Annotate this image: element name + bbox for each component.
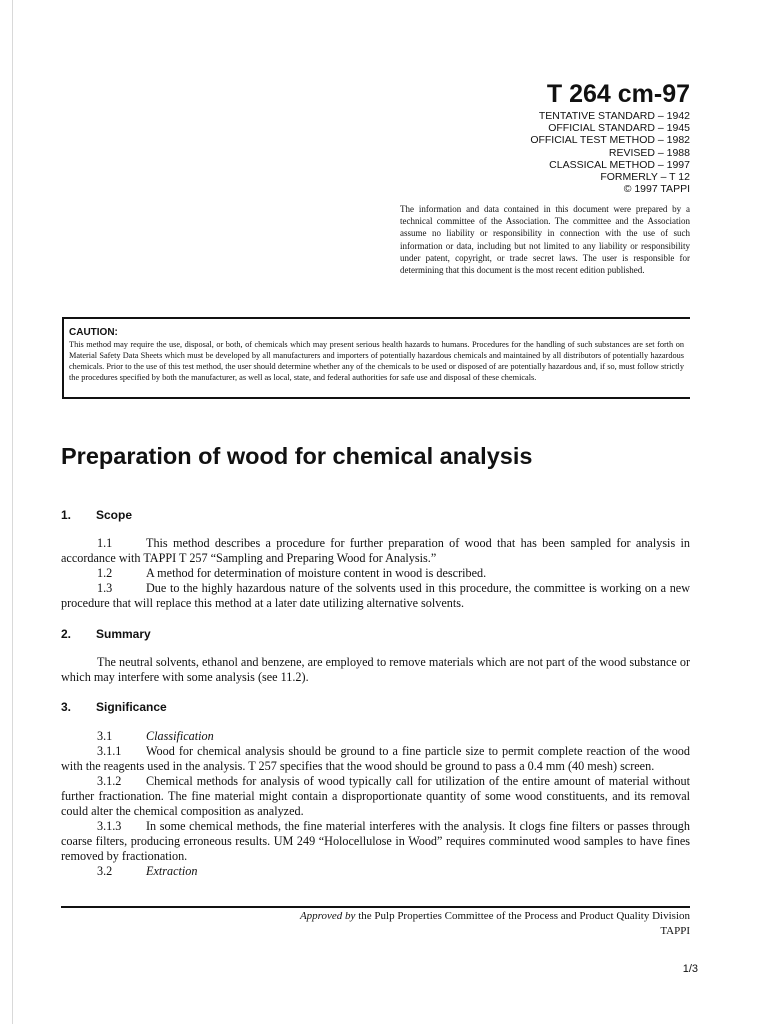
- history-line: FORMERLY – T 12: [600, 171, 690, 184]
- paragraph-3-1-2: [61, 774, 690, 819]
- history-line: TENTATIVE STANDARD – 1942: [538, 110, 690, 122]
- page-edge-line: [12, 0, 13, 1024]
- section-heading-significance: [61, 699, 167, 715]
- section-title: Scope: [96, 508, 133, 522]
- paragraph-text: In some chemical methods, the fine material interferes with the analysis. It clogs fine filters or passes through coarse filters, producing erroneous results. UM 249 “Holocellulose in Wood” requires comminuted wood samples to have fines removed by fractionation.: [61, 819, 690, 863]
- paragraph-text: Due to the highly hazardous nature of the solvents used in this procedure, the committee is working on a new procedure that will replace this method at a later date utilizing alternative solvents.: [61, 581, 690, 610]
- scope-section-body: [61, 536, 690, 611]
- history-line: OFFICIAL TEST METHOD – 1982: [530, 134, 690, 147]
- section-heading-scope: [61, 507, 132, 523]
- paragraph-number: 1.3: [97, 581, 113, 595]
- paragraph-text: Wood for chemical analysis should be ground to a fine particle size to permit complete reaction of the wood with the reagents used in the analysis. T 257 specifies that the wood should be ground to pass a 0.4 mm (40 mesh) screen.: [61, 744, 690, 773]
- page-number: 1/3: [682, 963, 698, 975]
- approval-organization: TAPPI: [660, 925, 690, 937]
- section-number: 3.: [61, 700, 72, 714]
- paragraph-number: 3.1.2: [97, 774, 122, 788]
- caution-title: CAUTION:: [69, 327, 118, 338]
- paragraph-number: 3.1.1: [97, 744, 122, 758]
- subsection-title: Classification: [146, 729, 214, 743]
- paragraph-text: This method describes a procedure for further preparation of wood that has been sampled for analysis in accordance with TAPPI T 257 “Sampling and Preparing Wood for Analysis.”: [61, 536, 690, 565]
- caution-text: This method may require the use, disposal, or both, of chemicals which may present serious health hazards to humans. Procedures for the handling of such substances are set forth on Material Safety Data Sheets which must be developed by all manufacturers and importers of potentially hazardous chemicals and maintained by all distributors of potentially hazardous chemicals. Prior to the use of this test method, the user should determine whether any of the chemicals to be used or disposed of are potentially hazardous and, if so, must follow strictly the procedures specified by both the manufacturer, as well as local, state, and federal authorities for safe use and disposal of these chemicals.: [69, 340, 684, 383]
- paragraph-1-1: [61, 536, 690, 566]
- approval-line: [300, 909, 690, 923]
- approved-by-label: Approved by: [299, 910, 356, 922]
- history-line: REVISED – 1988: [608, 146, 690, 159]
- significance-section-body: [61, 729, 690, 879]
- paragraph-3-2: [61, 864, 690, 879]
- paragraph-3-1: [61, 729, 690, 744]
- paragraph-number: 1.1: [97, 536, 113, 550]
- paragraph-number: 3.2: [97, 864, 113, 878]
- copyright-line: © 1997 TAPPI: [623, 183, 690, 196]
- paragraph-number: 3.1: [97, 729, 113, 743]
- approval-text: the Pulp Properties Committee of the Process and Product Quality Division: [358, 910, 690, 922]
- history-line: CLASSICAL METHOD – 1997: [549, 158, 690, 171]
- document-title: Preparation of wood for chemical analysis: [61, 443, 533, 469]
- standard-history: [530, 110, 690, 195]
- paragraph-text: Chemical methods for analysis of wood typically call for utilization of the entire amount of material without further fractionation. The fine material might contain a disproportionate quantity of some wood constituents, and its removal could alter the chemical composition as analyzed.: [61, 774, 690, 818]
- summary-section-body: [61, 655, 690, 685]
- paragraph-1-3: [61, 581, 690, 611]
- paragraph-number: 1.2: [97, 566, 113, 580]
- paragraph-text: A method for determination of moisture content in wood is described.: [146, 566, 487, 580]
- subsection-title: Extraction: [146, 864, 198, 878]
- paragraph-3-1-1: [61, 744, 690, 774]
- standard-number: T 264 cm-97: [546, 80, 690, 108]
- disclaimer-text: The information and data contained in this document were prepared by a technical committee of the Association. The committee and the Association assume no liability or responsibility in connection with the use of such information or data, including but not limited to any liability or responsibility under patent, copyright, or trade secret laws. The user is responsible for determining that this document is the most recent edition published.: [400, 204, 690, 276]
- section-title: Summary: [96, 627, 151, 641]
- summary-paragraph: The neutral solvents, ethanol and benzene, are employed to remove materials which are not part of the wood substance or which may interfere with some analysis (see 11.2).: [61, 655, 690, 684]
- paragraph-3-1-3: [61, 819, 690, 864]
- section-heading-summary: [61, 626, 151, 642]
- section-number: 1.: [61, 508, 72, 522]
- caution-box: [62, 317, 690, 399]
- paragraph-1-2: [61, 566, 690, 581]
- section-title: Significance: [96, 700, 167, 714]
- paragraph-number: 3.1.3: [97, 819, 122, 833]
- section-number: 2.: [61, 627, 72, 641]
- footer-divider: [61, 906, 690, 908]
- history-line: OFFICIAL STANDARD – 1945: [548, 122, 690, 135]
